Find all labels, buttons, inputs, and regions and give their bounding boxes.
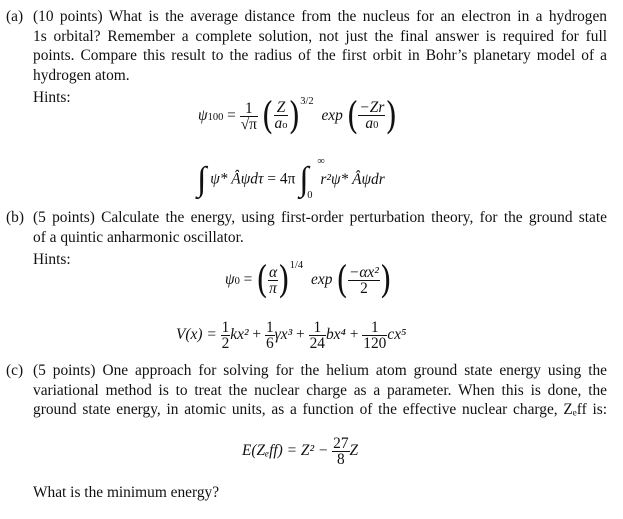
part-b-hints-label: Hints: — [33, 251, 71, 268]
open-paren: ( — [261, 94, 274, 138]
upper-limit: ∞ — [317, 156, 325, 167]
part-a-line: (10 points) What is the average distance from the nucleus for an electron in a hydrogen — [33, 8, 607, 25]
fraction-denominator: a — [365, 115, 374, 132]
open-paren: ( — [256, 258, 268, 302]
z-over-a-fraction — [274, 100, 289, 133]
term-body: kx² — [230, 326, 249, 344]
exp-function: exp — [321, 107, 343, 125]
term-coefficient — [265, 320, 275, 351]
term-coefficient — [362, 320, 387, 351]
part-c-question: What is the minimum energy? — [33, 484, 220, 501]
psi-symbol: ψ — [198, 107, 208, 125]
energy-tail: Z — [349, 442, 359, 460]
integral-sign: ∫ — [197, 161, 207, 198]
lower-limit: 0 — [307, 190, 313, 201]
fraction-numerator: 1 — [265, 319, 274, 336]
potential-lhs: V(x) = — [176, 326, 217, 344]
exp-argument-fraction — [358, 100, 385, 133]
close-paren: ) — [288, 94, 301, 138]
exponent: 3/2 — [300, 95, 314, 107]
psi-subscript: 100 — [207, 112, 224, 124]
plus-sign: + — [252, 326, 262, 344]
equation-expectation-integral — [197, 156, 385, 201]
equals-sign: = — [227, 107, 236, 125]
fraction-denominator: π — [269, 280, 277, 297]
subscript: 0 — [373, 120, 379, 131]
alpha-over-pi-fraction — [268, 265, 278, 296]
term-coefficient — [309, 320, 326, 351]
part-c-text — [33, 361, 607, 420]
close-paren: ) — [385, 94, 398, 138]
term-coefficient — [221, 320, 231, 351]
psi-subscript: 0 — [234, 276, 240, 288]
fraction-numerator: −αx² — [348, 264, 379, 281]
energy-lhs: E(Zₑff) = Z² − — [242, 442, 329, 460]
fraction-denominator: 24 — [309, 335, 325, 352]
fraction-denominator: 2 — [360, 280, 368, 297]
equation-psi-100 — [198, 94, 398, 138]
fraction-numerator: 1 — [240, 101, 258, 117]
fraction-denominator: 8 — [337, 451, 345, 468]
part-a-hints-label: Hints: — [33, 89, 71, 106]
fraction-denominator: 2 — [221, 335, 230, 352]
fraction-numerator: α — [268, 264, 278, 281]
integral-sign-bounded — [299, 156, 325, 201]
exp-argument-fraction — [348, 265, 380, 296]
part-c-line: variational method is to treat the nuclear charge as a parameter. When this is done, the — [33, 381, 607, 399]
fraction-denominator: 6 — [265, 335, 274, 352]
integral-sign: ∫ — [299, 161, 309, 198]
part-a-label: (a) — [6, 8, 24, 25]
energy-fraction — [332, 436, 349, 467]
coefficient: 4π — [279, 170, 296, 188]
equation-potential — [176, 320, 406, 351]
term-body: γx³ — [274, 326, 293, 344]
plus-sign: + — [349, 326, 359, 344]
fraction-numerator: 1 — [221, 319, 230, 336]
fraction-numerator: −Zr — [359, 99, 385, 116]
term-body: bx⁴ — [325, 326, 346, 344]
close-paren: ) — [379, 258, 392, 302]
part-a-text — [33, 7, 607, 85]
close-paren: ) — [278, 258, 290, 302]
open-paren: ( — [346, 94, 359, 138]
fraction-numerator: 27 — [333, 435, 349, 452]
psi-symbol: ψ — [225, 271, 235, 289]
fraction-denominator: a — [274, 115, 283, 132]
fraction-denominator: 120 — [363, 335, 387, 352]
term-body: cx⁵ — [387, 326, 407, 344]
fraction-denominator: √π — [240, 116, 257, 133]
equation-helium-energy — [242, 436, 358, 467]
equation-psi-0 — [225, 258, 392, 302]
integrand-left: ψ* Âψdτ — [210, 170, 264, 188]
part-c-line: ground state energy, in atomic units, as a function of the effective nuclear charge, Zₑff is: — [33, 401, 607, 418]
part-c-line: (5 points) One approach for solving for the helium atom ground state energy using the — [33, 362, 607, 379]
fraction-numerator: 1 — [309, 320, 326, 336]
plus-sign: + — [296, 326, 305, 344]
part-b-label: (b) — [6, 209, 24, 226]
equals-sign: = — [243, 271, 253, 289]
part-a-line: hydrogen atom. — [33, 66, 130, 84]
normalization-fraction — [240, 101, 258, 132]
part-a-line: 1s orbital? Remember a complete solution, not just the final answer is required for full — [33, 27, 607, 45]
part-a-line: points. Compare this result to the radius of the first orbit in Bohr’s planetary model of a — [33, 47, 607, 64]
equals-sign: = — [267, 170, 277, 188]
open-paren: ( — [336, 258, 348, 302]
fraction-numerator: 1 — [362, 320, 387, 336]
part-c-label: (c) — [6, 362, 24, 379]
integrand-right: r²ψ* Âψdr — [320, 170, 385, 188]
fraction-numerator: Z — [276, 99, 286, 116]
part-b-line: (5 points) Calculate the energy, using first-order perturbation theory, for the ground state — [33, 209, 607, 226]
subscript: o — [282, 120, 288, 131]
exp-function: exp — [311, 271, 333, 289]
exponent: 1/4 — [289, 259, 304, 271]
part-b-line: of a quintic anharmonic oscillator. — [33, 228, 244, 246]
part-b-text — [33, 208, 607, 247]
